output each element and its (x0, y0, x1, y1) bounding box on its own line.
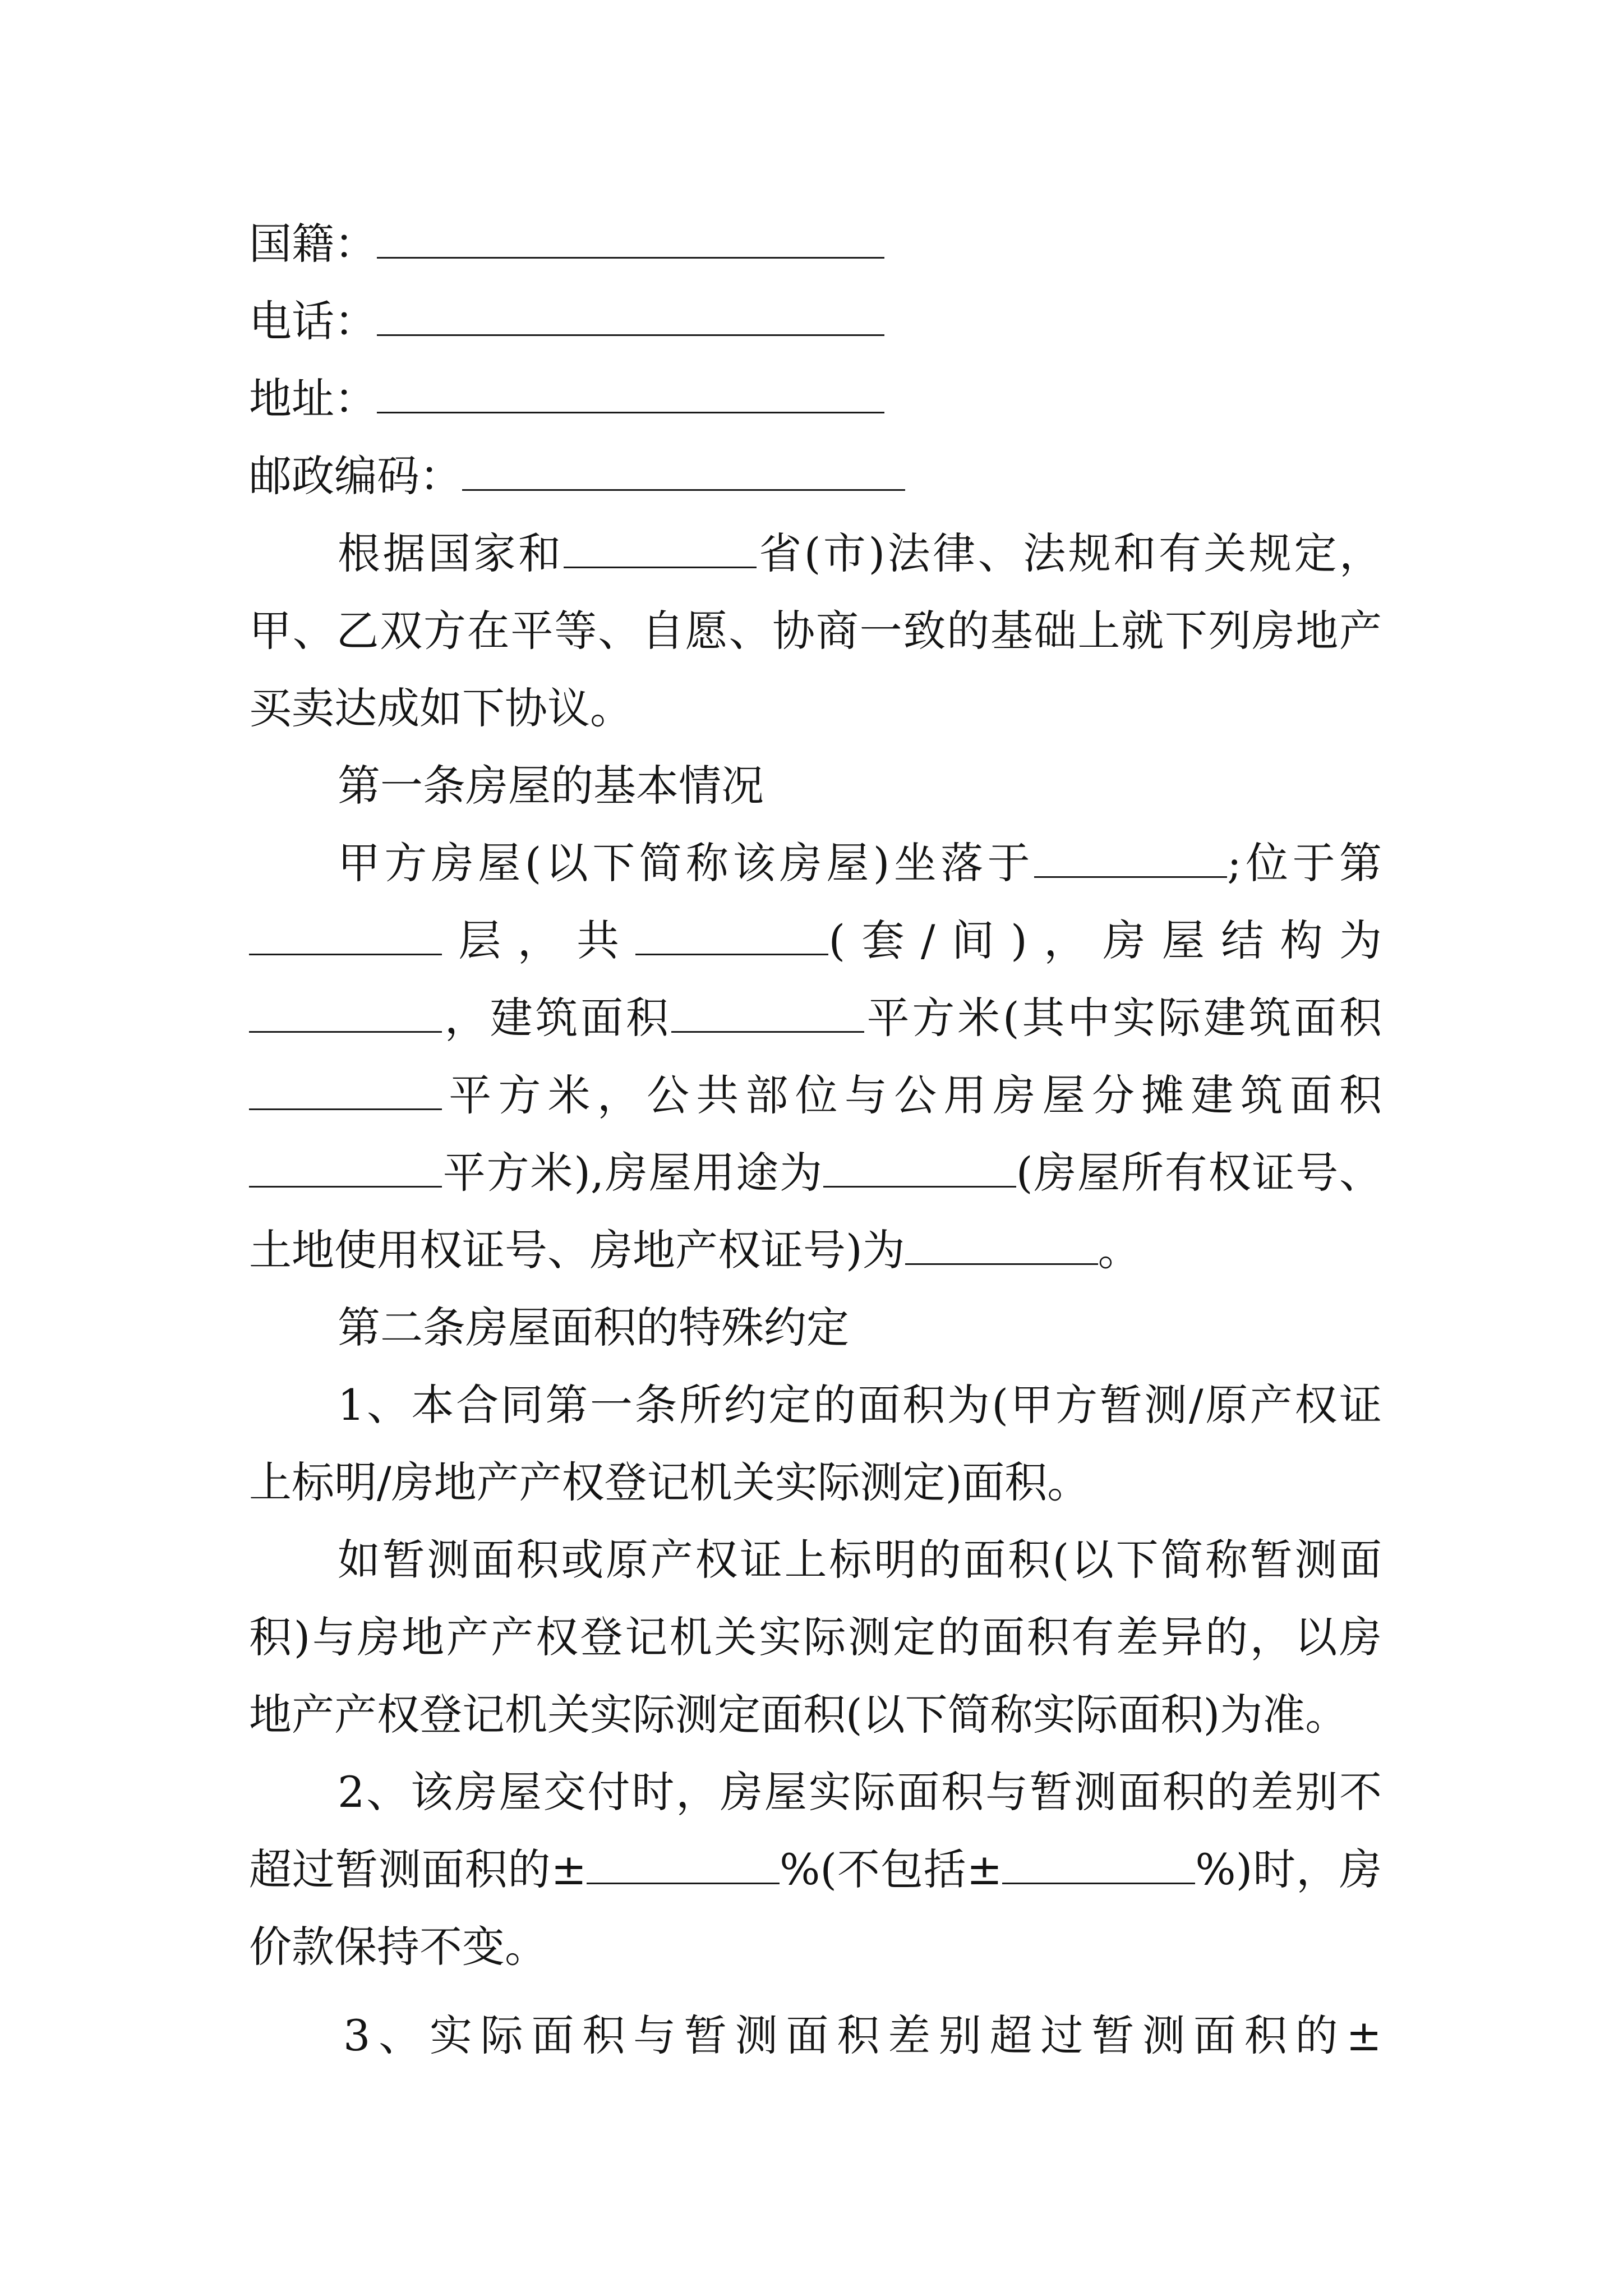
nationality-field (249, 216, 1382, 272)
article-2-line-7: 超过暂测面积的± %(不包括± %)时，房 (249, 1844, 1382, 1894)
postcode-blank (462, 455, 905, 491)
address-label: 地址： (249, 374, 377, 424)
floor-blank (249, 920, 442, 955)
article-2-line-3: 如暂测面积或原产权证上标明的面积(以下简称暂测面 (338, 1535, 1382, 1585)
article-2-line-6: 2、该房屋交付时，房屋实际面积与暂测面积的差别不 (338, 1767, 1382, 1817)
tolerance-blank-1 (587, 1849, 780, 1884)
article-1-line-5: 平方米),房屋用途为 (房屋所有权证号、 (249, 1145, 1382, 1201)
address-field (249, 371, 1382, 427)
article-1-line-6: 土地使用权证号、房地产权证号)为 。 (249, 1225, 1141, 1275)
nationality-label: 国籍： (249, 219, 377, 269)
article-2-line-5: 地产产权登记机关实际测定面积(以下简称实际面积)为准。 (249, 1690, 1348, 1740)
location-blank (1034, 843, 1227, 878)
article-2-line-1: 1、本合同第一条所约定的面积为(甲方暂测/原产权证 (338, 1380, 1382, 1430)
province-blank (564, 533, 757, 568)
phone-blank (377, 301, 884, 336)
certificate-number-blank (905, 1230, 1098, 1265)
article-2-line-4: 积)与房地产产权登记机关实际测定的面积有差异的，以房 (249, 1612, 1382, 1662)
article-2-title: 第二条房屋面积的特殊约定 (338, 1303, 849, 1352)
postcode-field (249, 448, 1382, 504)
preamble-line-3: 买卖达成如下协议。 (249, 683, 633, 733)
usage-blank (823, 1152, 1016, 1188)
postcode-label: 邮政编码： (249, 451, 462, 501)
article-2-line-8: 价款保持不变。 (249, 1922, 547, 1972)
phone-field (249, 293, 1382, 349)
preamble-line-1: 根据国家和 省(市)法律、法规和有关规定， (338, 528, 1382, 578)
phone-label: 电话： (249, 296, 377, 346)
article-1-title: 第一条房屋的基本情况 (338, 761, 764, 811)
preamble-line-2: 甲、乙双方在平等、自愿、协商一致的基础上就下列房地产 (249, 606, 1382, 656)
article-1-line-3: ，建筑面积 平方米(其中实际建筑面积 (249, 990, 1382, 1046)
address-blank (377, 378, 884, 413)
article-1-line-2: 层，共 (套/间)，房屋结构为 (249, 913, 1382, 969)
tolerance-blank-2 (1002, 1849, 1195, 1884)
actual-area-blank (249, 1075, 442, 1110)
structure-blank (249, 997, 442, 1033)
article-1-line-4: 平方米，公共部位与公用房屋分摊建筑面积 (249, 1068, 1382, 1124)
article-2-line-2: 上标明/房地产产权登记机关实际测定)面积。 (249, 1457, 1090, 1507)
shared-area-blank (249, 1152, 442, 1188)
article-1-line-1: 甲方房屋(以下简称该房屋)坐落于 ;位于第 (338, 838, 1382, 888)
nationality-blank (377, 223, 884, 259)
unit-count-blank (635, 920, 828, 955)
article-2-line-9: 3、实际面积与暂测面积差别超过暂测面积的± (343, 2010, 1382, 2060)
building-area-blank (671, 997, 864, 1033)
